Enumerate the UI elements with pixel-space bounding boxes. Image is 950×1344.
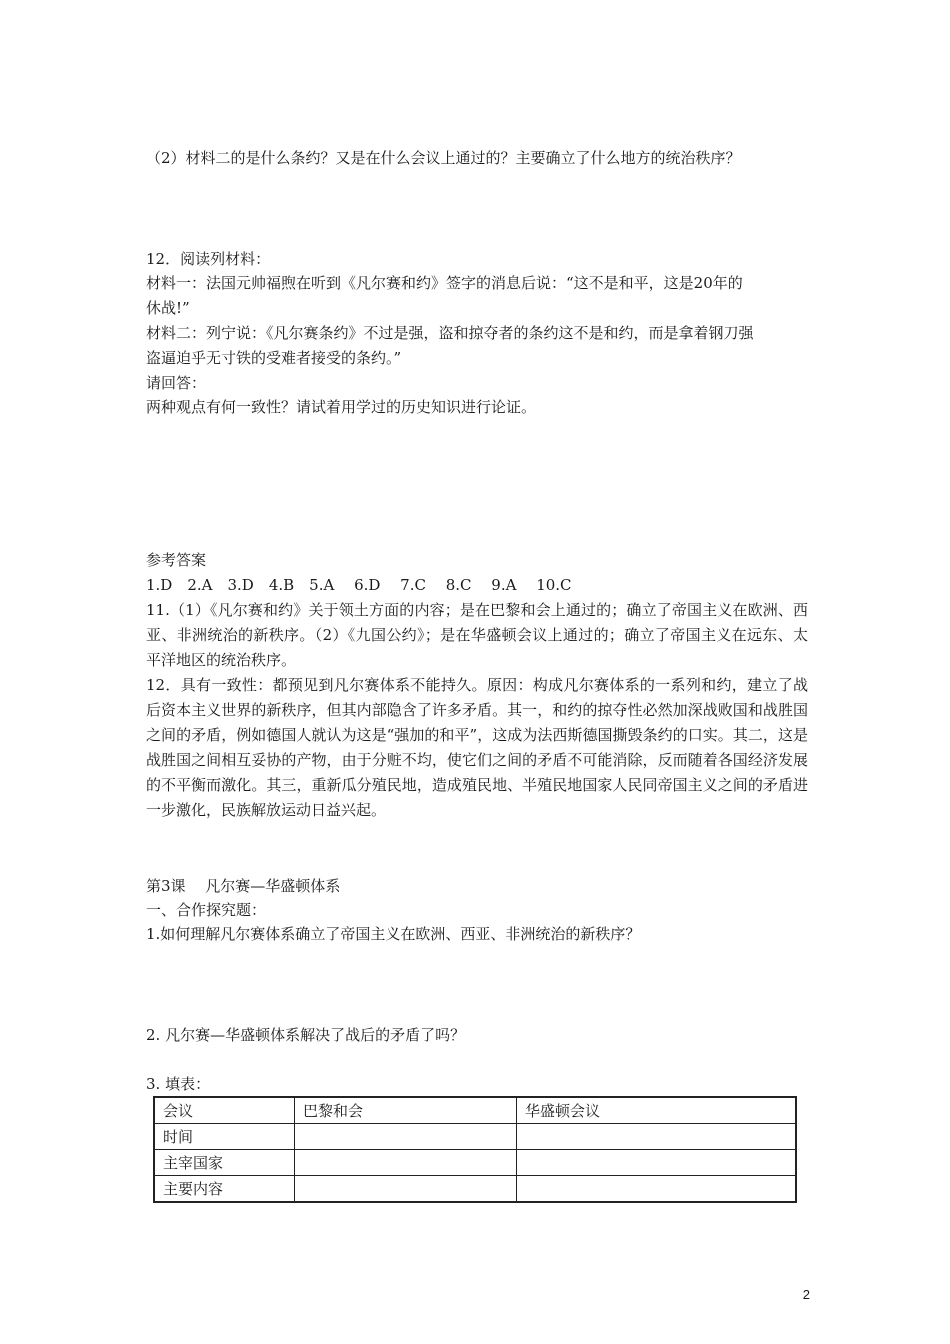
table-header-cell: 华盛顿会议 [517,1097,797,1124]
answers-heading: 参考答案 [146,551,207,569]
table-header-cell: 会议 [154,1097,295,1124]
lesson-question-1: 1.如何理解凡尔赛体系确立了帝国主义在欧洲、西亚、非洲统治的新秩序？ [146,925,641,943]
table-cell[interactable] [517,1124,797,1150]
q12-material2-line1: 材料二：列宁说：《凡尔赛条约》不过是强，盗和掠夺者的条约这不是和约，而是拿着钢刀强 [146,324,754,342]
table-cell[interactable] [295,1176,517,1203]
table-cell[interactable] [295,1124,517,1150]
q12-material1-line1: 材料一：法国元帅福煦在听到《凡尔赛和约》签字的消息后说：“这不是和平，这是20年的 [146,274,743,292]
q12-question: 两种观点有何一致性？请试着用学过的历史知识进行论证。 [146,398,537,416]
lesson-question-2: 2. 凡尔赛—华盛顿体系解决了战后的矛盾了吗？ [146,1026,466,1044]
table-cell[interactable] [295,1150,517,1176]
table-row-label: 主要内容 [154,1176,295,1203]
lesson-title: 第3课 凡尔赛—华盛顿体系 [146,877,341,895]
table-cell[interactable] [517,1150,797,1176]
q12-material2-line2: 盗逼迫乎无寸铁的受难者接受的条约。” [146,349,402,367]
lesson-section: 一、合作探究题： [146,901,267,919]
table-header-cell: 巴黎和会 [295,1097,517,1124]
answer-12: 12．具有一致性：都预见到凡尔赛体系不能持久。原因：构成凡尔赛体系的一系列和约，建立了战后资本主义世界的新秩序，但其内部隐含了许多矛盾。其一，和约的掠夺性必然加深战败国和战胜国之间的矛盾，例如德国人就认为这是“强加的和平”，这成为法西斯德国撕毁条约的口实。其二，这是战胜国之间相互妥协的产物，由于分赃不均，使它们之间的矛盾不可能消除，反而随着各国经济发展的不平衡而激化。其三，重新瓜分殖民地，造成殖民地、半殖民地国家人民同帝国主义之间的矛盾进一步激化，民族解放运动日益兴起。 [146,676,808,819]
q11-part2: （2）材料二的是什么条约？又是在什么会议上通过的？主要确立了什么地方的统治秩序？ [146,149,741,167]
q12-ask: 请回答： [146,374,207,392]
q12-title: 12．阅读列材料： [146,250,271,268]
table-header-row [154,1097,796,1124]
page-number: 2 [802,1287,810,1302]
table-row-label: 主宰国家 [154,1150,295,1176]
answers-choices: 1.D 2.A 3.D 4.B 5.A 6.D 7.C 8.C 9.A 10.C [146,576,572,594]
table-row-label: 时间 [154,1124,295,1150]
table-row [154,1150,796,1176]
q12-material1-line2: 休战!” [146,299,190,317]
answer-11: 11.（1）《凡尔赛和约》关于领土方面的内容；是在巴黎和会上通过的；确立了帝国主义在欧洲、西亚、非洲统治的新秩序。（2）《九国公约》；是在华盛顿会议上通过的；确立了帝国主义在远东、太平洋地区的统治秩序。 [146,601,808,669]
lesson-question-3: 3. 填表： [146,1075,211,1093]
fill-in-table [153,1096,797,1203]
table-row [154,1124,796,1150]
table-cell[interactable] [517,1176,797,1203]
table-row [154,1176,796,1203]
